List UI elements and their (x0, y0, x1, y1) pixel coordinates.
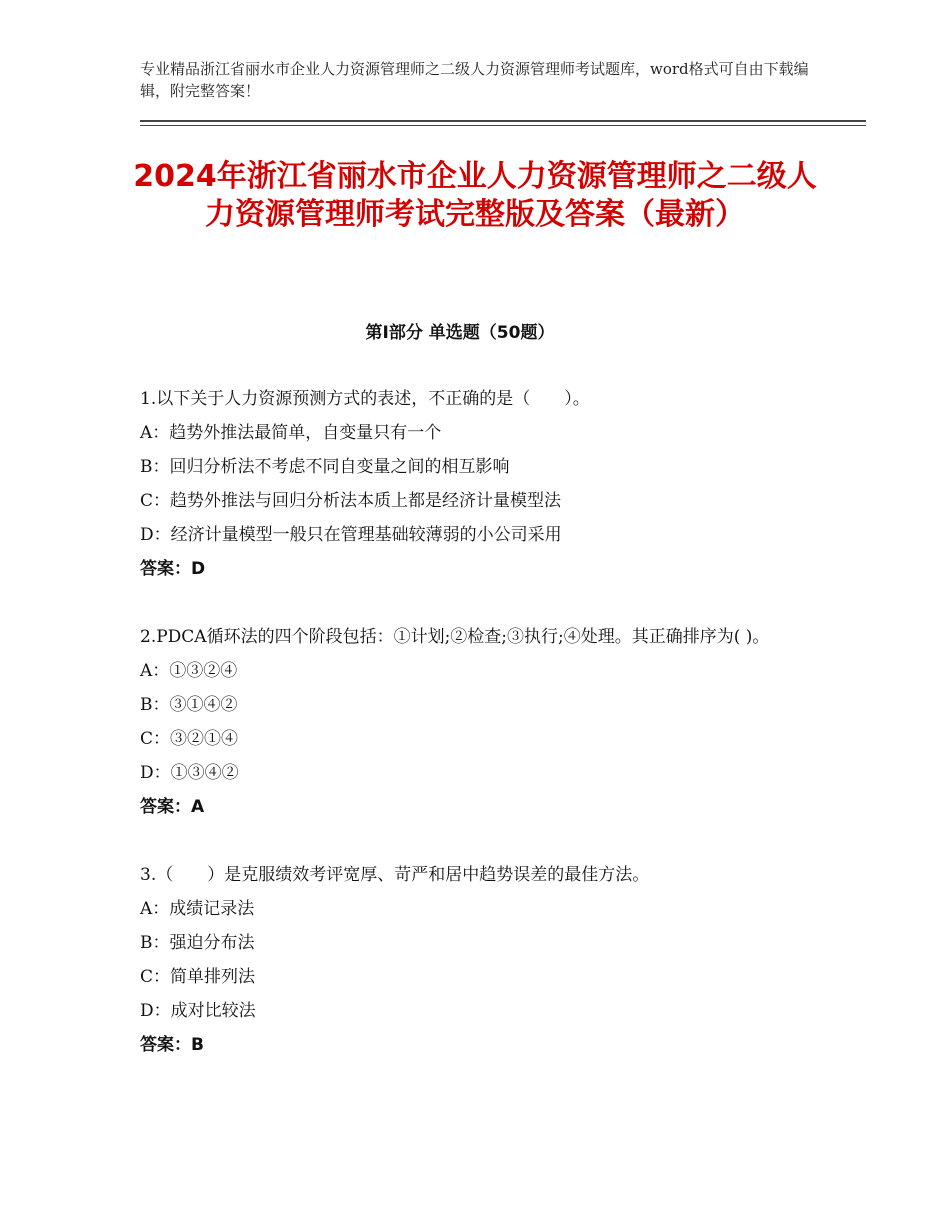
option-d: D：经济计量模型一般只在管理基础较薄弱的小公司采用 (140, 525, 562, 545)
answer: 答案：D (140, 559, 206, 579)
option-c: C：简单排列法 (140, 967, 256, 987)
question-stem: 1.以下关于人力资源预测方式的表述，不正确的是（ ）。 (140, 389, 590, 409)
option-d: D：①③④② (140, 763, 239, 783)
option-d: D：成对比较法 (140, 1001, 256, 1021)
option-a: A：成绩记录法 (140, 899, 255, 919)
option-b: B：回归分析法不考虑不同自变量之间的相互影响 (140, 457, 510, 477)
header-divider-thick (140, 120, 866, 122)
question-1 (140, 382, 820, 586)
option-c: C：趋势外推法与回归分析法本质上都是经济计量模型法 (140, 491, 562, 511)
question-stem: 3.（ ）是克服绩效考评宽厚、苛严和居中趋势误差的最佳方法。 (140, 865, 650, 885)
question-list (140, 382, 820, 1096)
question-3 (140, 858, 820, 1062)
question-stem: 2.PDCA循环法的四个阶段包括：①计划;②检查;③执行;④处理。其正确排序为( )。 (140, 627, 770, 647)
option-a: A：趋势外推法最简单，自变量只有一个 (140, 423, 442, 443)
option-a: A：①③②④ (140, 661, 238, 681)
answer: 答案：A (140, 797, 205, 817)
document-title: 2024年浙江省丽水市企业人力资源管理师之二级人力资源管理师考试完整版及答案（最新） (133, 159, 817, 232)
question-2 (140, 620, 820, 824)
header-divider-thin (140, 125, 866, 126)
option-c: C：③②①④ (140, 729, 239, 749)
answer: 答案：B (140, 1035, 204, 1055)
section-title: 第Ⅰ部分 单选题（50题） (365, 323, 555, 343)
header-note: 专业精品浙江省丽水市企业人力资源管理师之二级人力资源管理师考试题库，word格式可自由下载编辑，附完整答案！ (140, 60, 809, 100)
option-b: B：③①④② (140, 695, 238, 715)
option-b: B：强迫分布法 (140, 933, 255, 953)
